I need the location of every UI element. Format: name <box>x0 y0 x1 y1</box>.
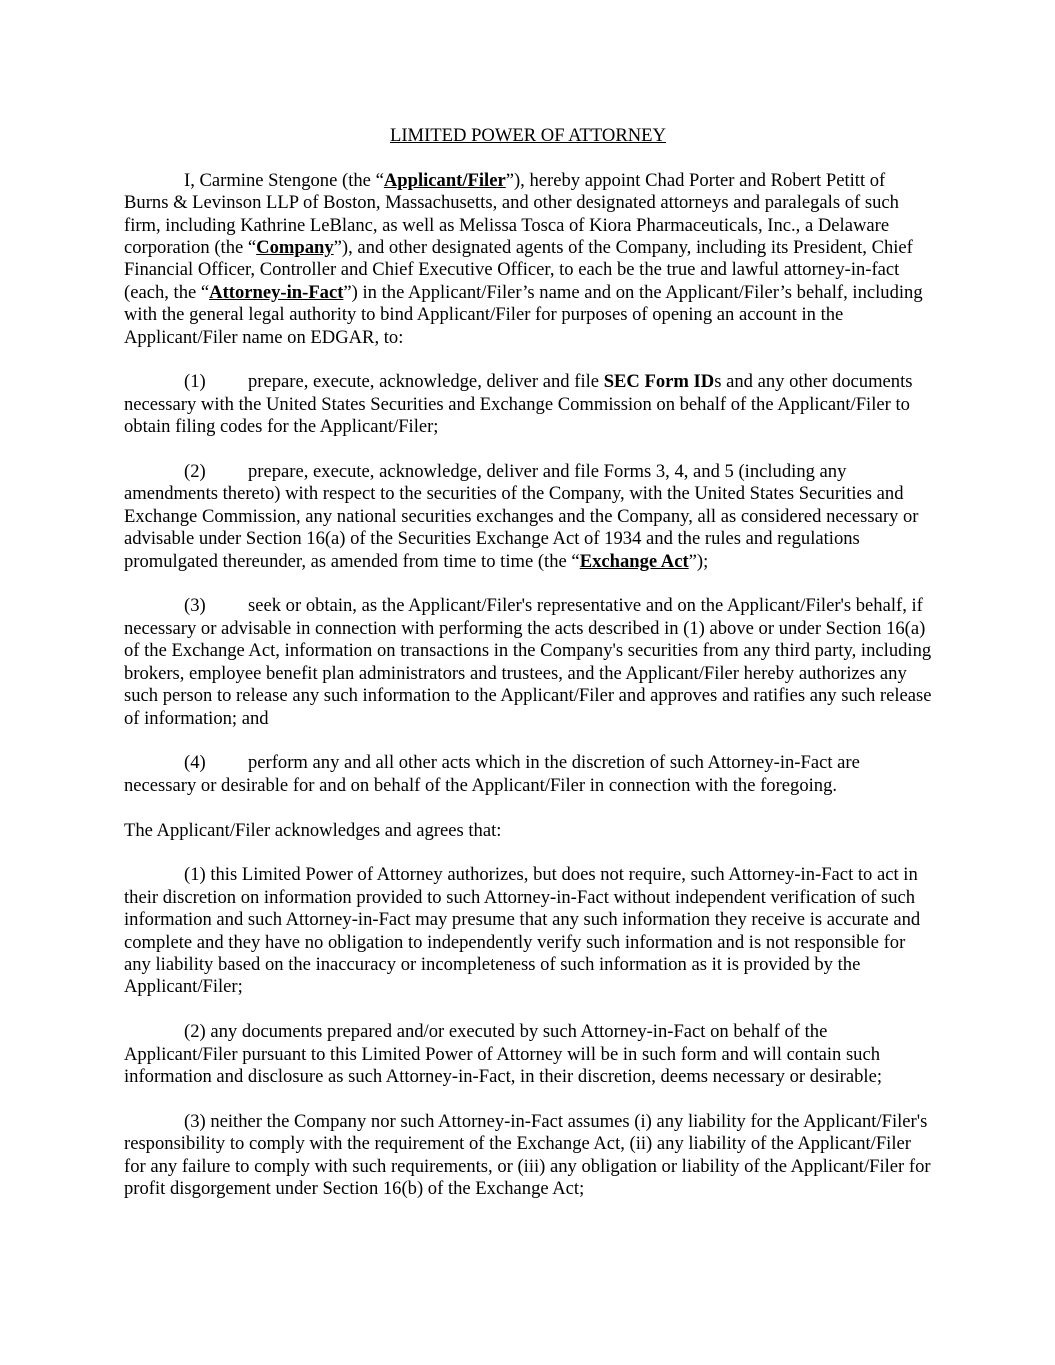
intro-text-4: ”) in the Applicant/Filer’s name and on the Applicant/Filer’s behalf, including with the general legal authority to bind Applicant/Filer for purposes of opening an account in the Applicant/Filer name on EDGAR, to: <box>124 281 923 348</box>
power-item-text-cont: ”); <box>688 550 709 572</box>
power-item-number: (4) <box>184 752 206 774</box>
power-item-text: perform any and all other acts which in the discretion of such Attorney-in-Fact are necessary or desirable for and on behalf of the Applicant/Filer in connection with the foregoing. <box>124 752 860 796</box>
power-item-text: seek or obtain, as the Applicant/Filer's representative and on the Applicant/Filer's behalf, if necessary or advisable in connection with performing the acts described in (1) above or under Section 16(a) of the Exchange Act, information on transactions in the Company's securities from any third party, including brokers, employee benefit plan administrators and trustees, and the Applicant/Filer hereby authorizes any such person to release any such information to the Applicant/Filer and approves and ratifies any such release of information; and <box>124 595 932 729</box>
power-item-number: (3) <box>184 595 206 617</box>
intro-text-1: I, Carmine Stengone (the “ <box>184 169 384 191</box>
intro-text-3: ”), and other designated agents of the Company, including its President, Chief Financial Officer, Controller and Chief Executive Officer, to each be the true and lawful attorney-in-fact (each, the “ <box>124 237 913 303</box>
power-item-2 <box>124 461 932 573</box>
acknowledges-heading: The Applicant/Filer acknowledges and agrees that: <box>124 819 502 841</box>
power-item-number: (1) <box>184 371 206 393</box>
defined-term-exchange-act: Exchange Act <box>579 550 689 572</box>
document-page <box>124 125 932 1223</box>
power-item-text: prepare, execute, acknowledge, deliver and file <box>248 371 604 393</box>
acknowledgement-item-3: (3) neither the Company nor such Attorney-in-Fact assumes (i) any liability for the Applicant/Filer's responsibility to comply with the requirement of the Exchange Act, (ii) any liability of the Applicant/Filer for any failure to comply with such requirements, or (iii) any obligation or liability of the Applicant/Filer for profit disgorgement under Section 16(b) of the Exchange Act; <box>124 1110 931 1199</box>
defined-term-company: Company <box>256 237 334 259</box>
intro-text-2: ”), hereby appoint Chad Porter and Robert Petitt of Burns & Levinson LLP of Boston, Massachusetts, and other designated attorneys and paralegals of such firm, including Kathrine LeBlanc, as well as Melissa Tosca of Kiora Pharmaceuticals, Inc., a Delaware corporation (the “ <box>124 169 899 259</box>
power-item-1 <box>124 371 932 438</box>
power-item-text-cont: s and any other documents necessary with the United States Securities and Exchange Commission on behalf of the Applicant/Filer to obtain filing codes for the Applicant/Filer; <box>124 371 913 438</box>
power-item-3 <box>124 595 932 729</box>
intro-paragraph <box>124 170 932 349</box>
acknowledgement-item-2: (2) any documents prepared and/or executed by such Attorney-in-Fact on behalf of the Applicant/Filer pursuant to this Limited Power of Attorney will be in such form and will contain such information and disclosure as such Attorney-in-Fact, in their discretion, deems necessary or desirable; <box>124 1021 882 1087</box>
power-item-bold-term: SEC Form ID <box>603 371 715 393</box>
defined-term-attorney-in-fact: Attorney-in-Fact <box>209 281 344 303</box>
document-title: LIMITED POWER OF ATTORNEY <box>390 125 666 146</box>
acknowledgement-item-1: (1) this Limited Power of Attorney authorizes, but does not require, such Attorney-in-Fact to act in their discretion on information provided to such Attorney-in-Fact without independent verification of such information and such Attorney-in-Fact may presume that any such information they receive is accurate and complete and they have no obligation to independently verify such information and is not responsible for any liability based on the inaccuracy or incompleteness of such information as it is provided by the Applicant/Filer; <box>124 864 921 998</box>
defined-term-applicant-filer: Applicant/Filer <box>383 169 506 191</box>
power-item-4 <box>124 752 932 797</box>
power-item-text: prepare, execute, acknowledge, deliver and file Forms 3, 4, and 5 (including any amendments thereto) with respect to the securities of the Company, with the United States Securities and Exchange Commission, any national securities exchanges and the Company, all as considered necessary or advisable under Section 16(a) of the Securities Exchange Act of 1934 and the rules and regulations promulgated thereunder, as amended from time to time (the “ <box>124 461 919 572</box>
power-item-number: (2) <box>184 461 206 483</box>
